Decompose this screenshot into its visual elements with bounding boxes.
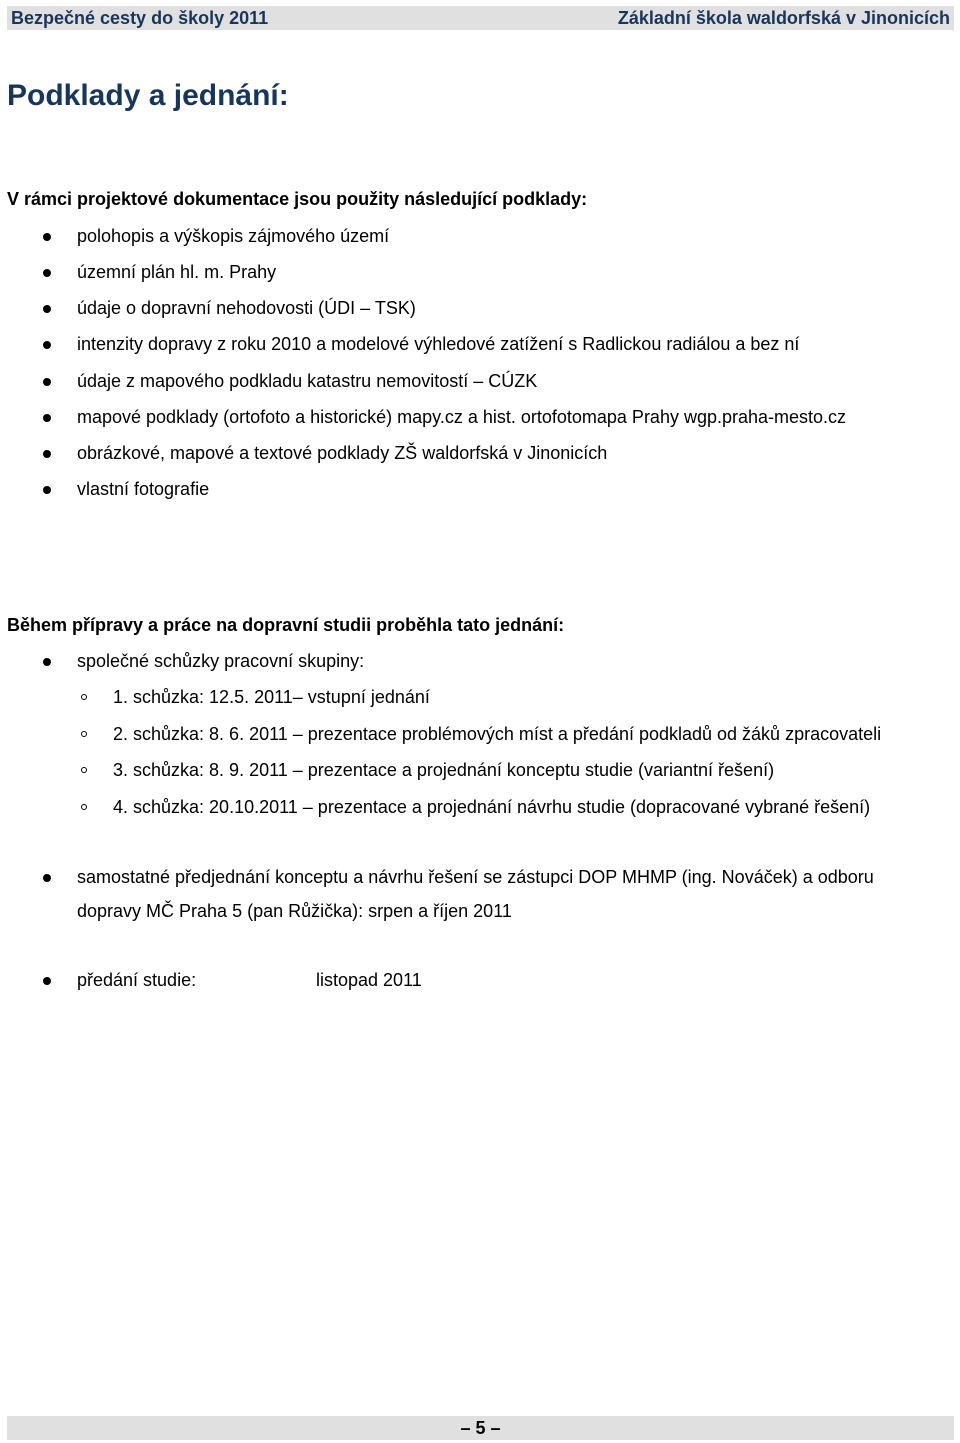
bullet-icon xyxy=(43,305,51,313)
handover-label: předání studie: xyxy=(77,970,197,990)
circle-bullet-icon xyxy=(81,804,87,810)
meeting-item: 3. schůzka: 8. 9. 2011 – prezentace a projednání konceptu studie (variantní řešení) xyxy=(113,760,775,780)
bullet-icon xyxy=(43,378,51,386)
list-item: polohopis a výškopis zájmového území xyxy=(77,226,390,246)
page-title: Podklady a jednání: xyxy=(7,79,289,112)
bullet-icon xyxy=(43,414,51,422)
bullet-icon xyxy=(43,450,51,458)
separate-meeting-line2: dopravy MČ Praha 5 (pan Růžička): srpen a říjen 2011 xyxy=(77,901,512,921)
header-right-title: Základní škola waldorfská v Jinonicích xyxy=(617,7,950,28)
section2-heading: Během přípravy a práce na dopravní studii proběhla tato jednání: xyxy=(7,615,565,635)
list-item: údaje z mapového podkladu katastru nemovitostí – CÚZK xyxy=(77,371,538,391)
page-number: – 5 – xyxy=(460,1417,501,1438)
handover-value: listopad 2011 xyxy=(316,970,422,990)
bullet-icon xyxy=(43,486,51,494)
list-item: obrázkové, mapové a textové podklady ZŠ waldorfská v Jinonicích xyxy=(77,443,608,463)
page-header xyxy=(7,6,954,30)
circle-bullet-icon xyxy=(81,767,87,773)
header-left-title: Bezpečné cesty do školy 2011 xyxy=(11,7,269,28)
list-item: územní plán hl. m. Prahy xyxy=(77,262,277,282)
bullet-icon xyxy=(43,658,51,666)
page-footer xyxy=(7,1416,954,1440)
bullet-icon xyxy=(43,874,51,882)
list-item: mapové podklady (ortofoto a historické) mapy.cz a hist. ortofotomapa Prahy wgp.praha-mesto.cz xyxy=(77,407,847,427)
section1-heading: V rámci projektové dokumentace jsou použity následující podklady: xyxy=(7,189,588,209)
list-item: vlastní fotografie xyxy=(77,479,210,499)
list-item: údaje o dopravní nehodovosti (ÚDI – TSK) xyxy=(77,298,416,318)
meeting-item: 2. schůzka: 8. 6. 2011 – prezentace problémových míst a předání podkladů od žáků zpracovateli xyxy=(113,724,882,744)
meetings-label: společné schůzky pracovní skupiny: xyxy=(77,651,365,671)
bullet-icon xyxy=(43,341,51,349)
separate-meeting-line1: samostatné předjednání konceptu a návrhu řešení se zástupci DOP MHMP (ing. Nováček) a odboru xyxy=(77,867,874,887)
circle-bullet-icon xyxy=(81,694,87,700)
list-item: intenzity dopravy z roku 2010 a modelové výhledové zatížení s Radlickou radiálou a bez ní xyxy=(77,334,800,354)
meeting-item: 1. schůzka: 12.5. 2011– vstupní jednání xyxy=(113,687,430,707)
circle-bullet-icon xyxy=(81,731,87,737)
bullet-icon xyxy=(43,977,51,985)
bullet-icon xyxy=(43,233,51,241)
meeting-item: 4. schůzka: 20.10.2011 – prezentace a projednání návrhu studie (dopracované vybrané řešení) xyxy=(113,797,871,817)
bullet-icon xyxy=(43,269,51,277)
